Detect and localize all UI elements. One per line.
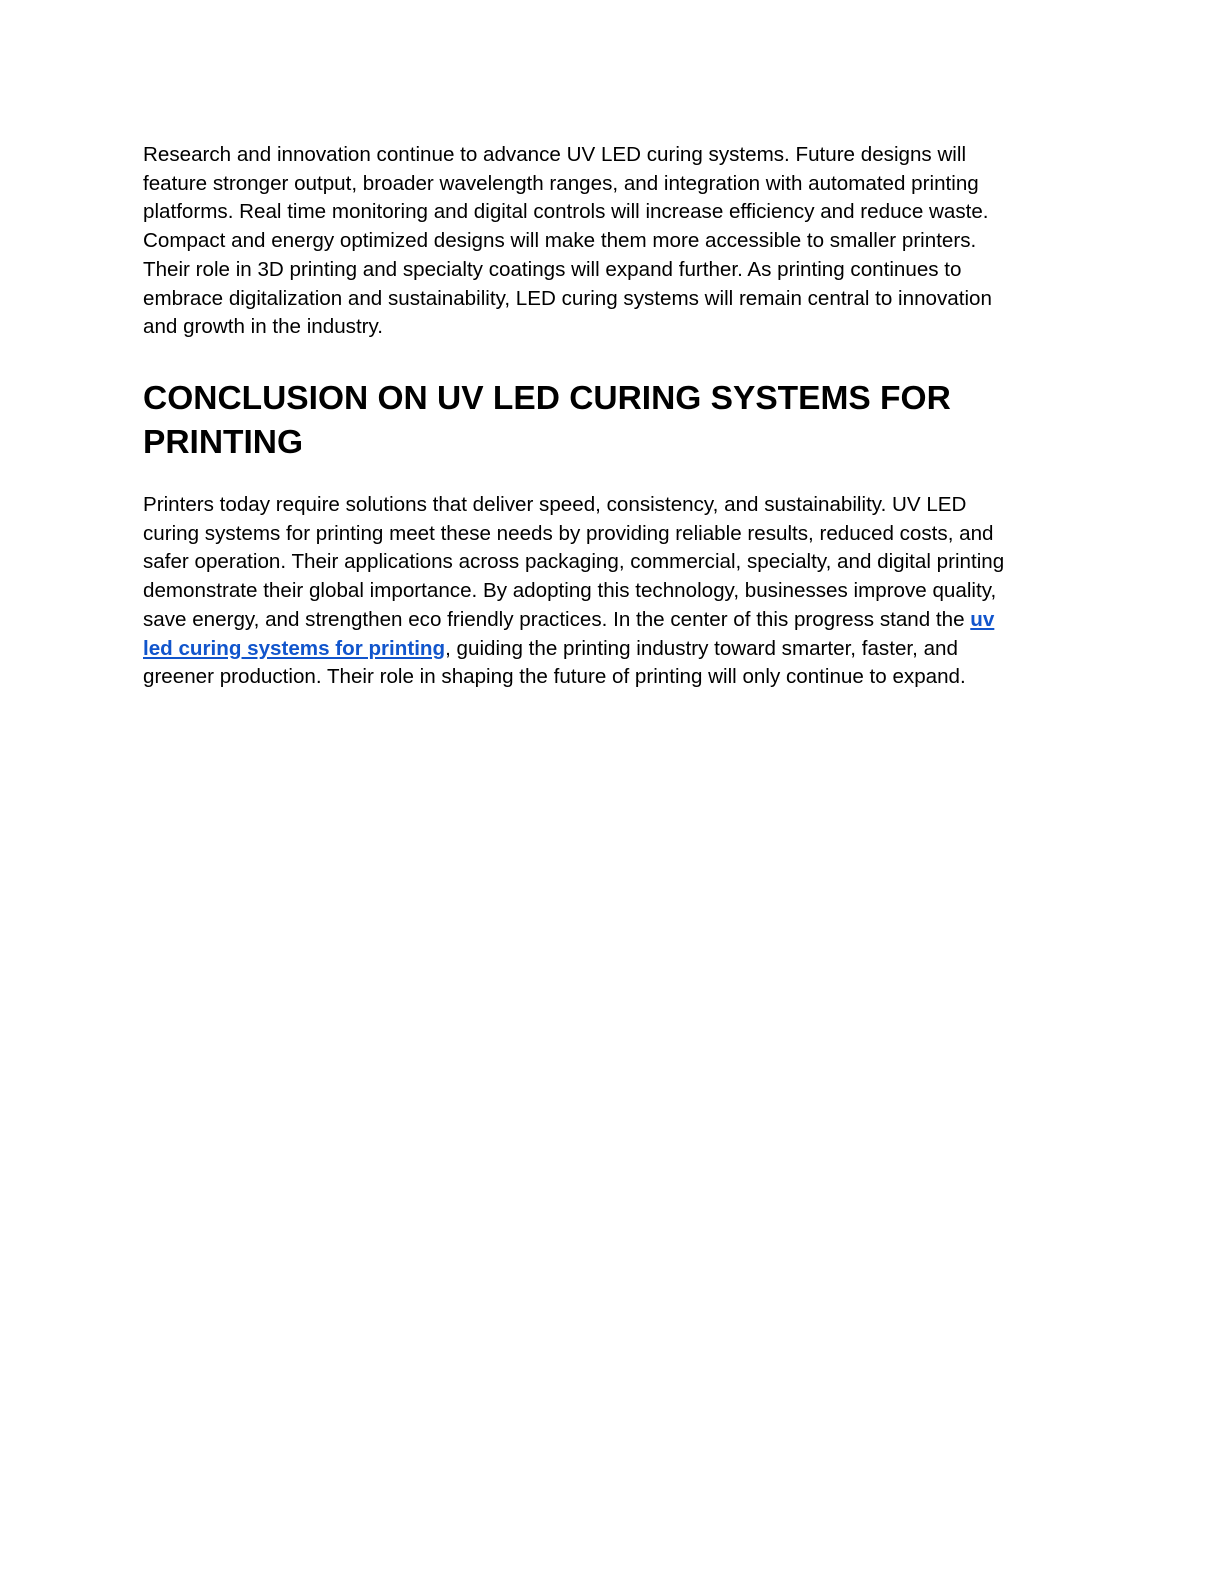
text-line: curing systems for printing meet these needs by providing reliable results, reduced costs, and bbox=[143, 521, 994, 545]
heading-line: PRINTING bbox=[143, 424, 304, 461]
text-line bbox=[143, 606, 1103, 635]
conclusion-heading bbox=[143, 377, 1103, 465]
uv-led-curing-link-part2[interactable]: led curing systems for printing bbox=[143, 636, 446, 660]
text-line bbox=[143, 635, 1103, 664]
intro-paragraph bbox=[143, 141, 1103, 342]
text-before-link: save energy, and strengthen eco friendly practices. In the center of this progress stand the bbox=[143, 607, 971, 631]
text-after-link: , guiding the printing industry toward smarter, faster, and bbox=[445, 636, 958, 660]
uv-led-curing-link-part1[interactable]: uv bbox=[970, 607, 995, 631]
text-line: Printers today require solutions that deliver speed, consistency, and sustainability. UV LED bbox=[143, 493, 967, 516]
text-line: Their role in 3D printing and specialty coatings will expand further. As printing continues to bbox=[143, 257, 962, 281]
text-line: and growth in the industry. bbox=[143, 315, 384, 339]
text-line: platforms. Real time monitoring and digital controls will increase efficiency and reduce waste. bbox=[143, 200, 989, 224]
heading-line: CONCLUSION ON UV LED CURING SYSTEMS FOR bbox=[143, 380, 951, 417]
text-line: Research and innovation continue to advance UV LED curing systems. Future designs will bbox=[143, 143, 967, 166]
text-line: greener production. Their role in shaping the future of printing will only continue to expand. bbox=[143, 665, 966, 689]
text-line: safer operation. Their applications across packaging, commercial, specialty, and digital printing bbox=[143, 550, 1005, 574]
text-line: feature stronger output, broader wavelength ranges, and integration with automated printing bbox=[143, 171, 979, 195]
text-line: demonstrate their global importance. By adopting this technology, businesses improve quality, bbox=[143, 579, 997, 603]
text-line: Compact and energy optimized designs will make them more accessible to smaller printers. bbox=[143, 229, 977, 253]
conclusion-paragraph bbox=[143, 491, 1103, 692]
text-line: embrace digitalization and sustainability, LED curing systems will remain central to innovation bbox=[143, 286, 992, 310]
